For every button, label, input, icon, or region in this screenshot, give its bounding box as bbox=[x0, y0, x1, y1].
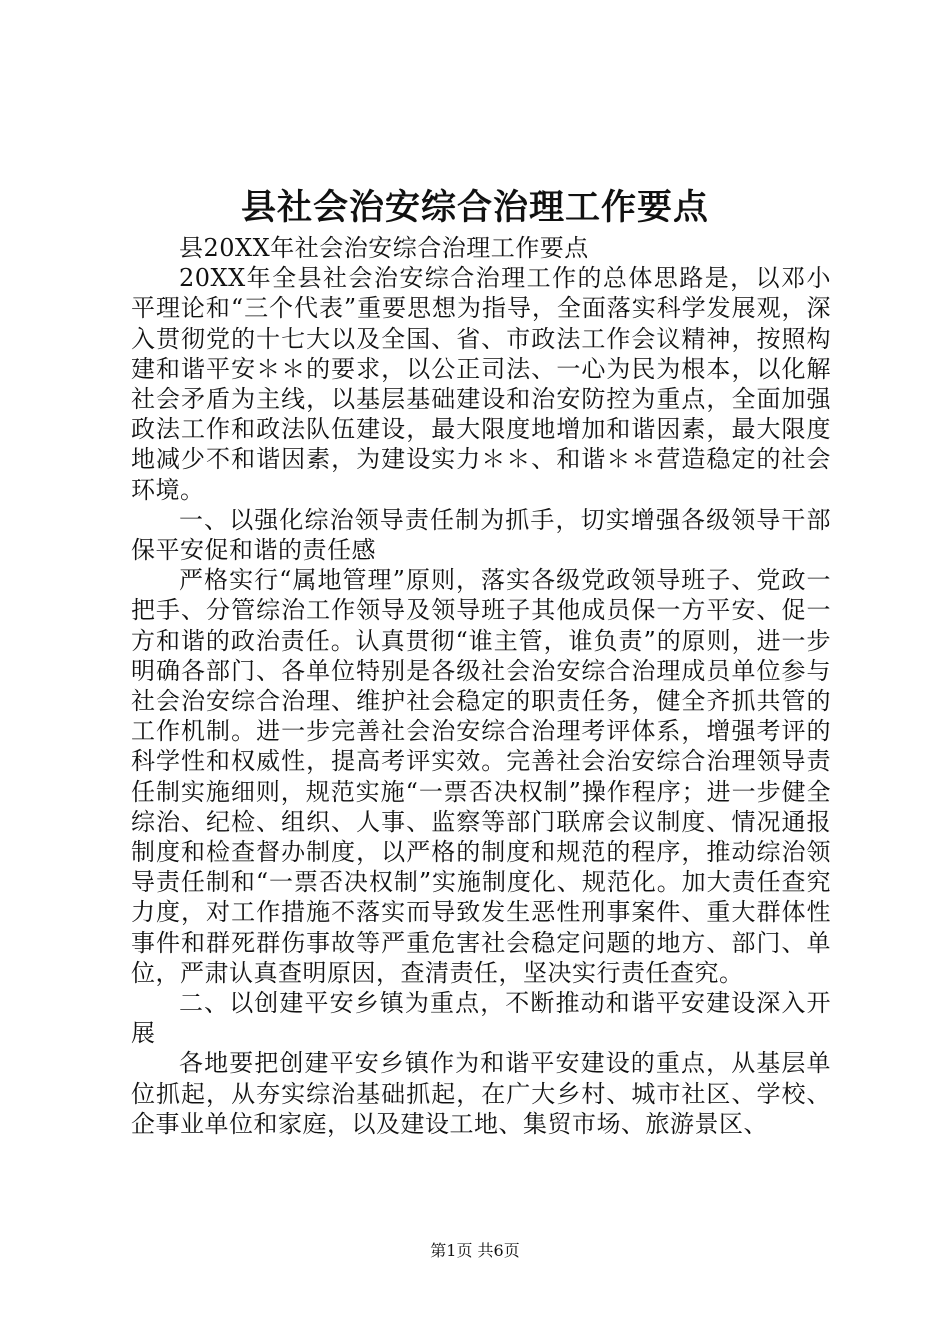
document-body bbox=[131, 233, 831, 1139]
paragraph-section-2: 各地要把创建平安乡镇作为和谐平安建设的重点，从基层单位抓起，从夯实综治基础抓起，在广大乡村、城市社区、学校、企事业单位和家庭，以及建设工地、集贸市场、旅游景区、 bbox=[131, 1049, 831, 1138]
page-footer: 第1页 共6页 bbox=[430, 1241, 520, 1260]
paragraph-overview: 20XX年全县社会治安综合治理工作的总体思路是，以邓小平理论和“三个代表”重要思想为指导，全面落实科学发展观，深入贯彻党的十七大以及全国、省、市政法工作会议精神，按照构建和谐平安＊＊的要求，以公正司法、一心为民为根本，以化解社会矛盾为主线，以基层基础建设和治安防控为重点，全面加强政法工作和政法队伍建设，最大限度地增加和谐因素，最大限度地减少不和谐因素，为建设实力＊＊、和谐＊＊营造稳定的社会环境。 bbox=[131, 264, 831, 504]
paragraph-subtitle: 县20XX年社会治安综合治理工作要点 bbox=[179, 234, 589, 262]
section-heading-2: 二、以创建平安乡镇为重点，不断推动和谐平安建设深入开展 bbox=[131, 989, 831, 1048]
document-title: 县社会治安综合治理工作要点 bbox=[240, 187, 709, 228]
paragraph-section-1: 严格实行“属地管理”原则，落实各级党政领导班子、党政一把手、分管综治工作领导及领导班子其他成员保一方平安、促一方和谐的政治责任。认真贯彻“谁主管，谁负责”的原则，进一步明确各部门、各单位特别是各级社会治安综合治理成员单位参与社会治安综合治理、维护社会稳定的职责任务，健全齐抓共管的工作机制。进一步完善社会治安综合治理考评体系，增强考评的科学性和权威性，提高考评实效。完善社会治安综合治理领导责任制实施细则，规范实施“一票否决权制”操作程序；进一步健全综治、纪检、组织、人事、监察等部门联席会议制度、情况通报制度和检查督办制度，以严格的制度和规范的程序，推动综治领导责任制和“一票否决权制”实施制度化、规范化。加大责任查究力度，对工作措施不落实而导致发生恶性刑事案件、重大群体性事件和群死群伤事故等严重危害社会稳定问题的地方、部门、单位，严肃认真查明原因，查清责任，坚决实行责任查究。 bbox=[131, 566, 831, 987]
section-heading-1: 一、以强化综治领导责任制为抓手，切实增强各级领导干部保平安促和谐的责任感 bbox=[131, 505, 831, 565]
